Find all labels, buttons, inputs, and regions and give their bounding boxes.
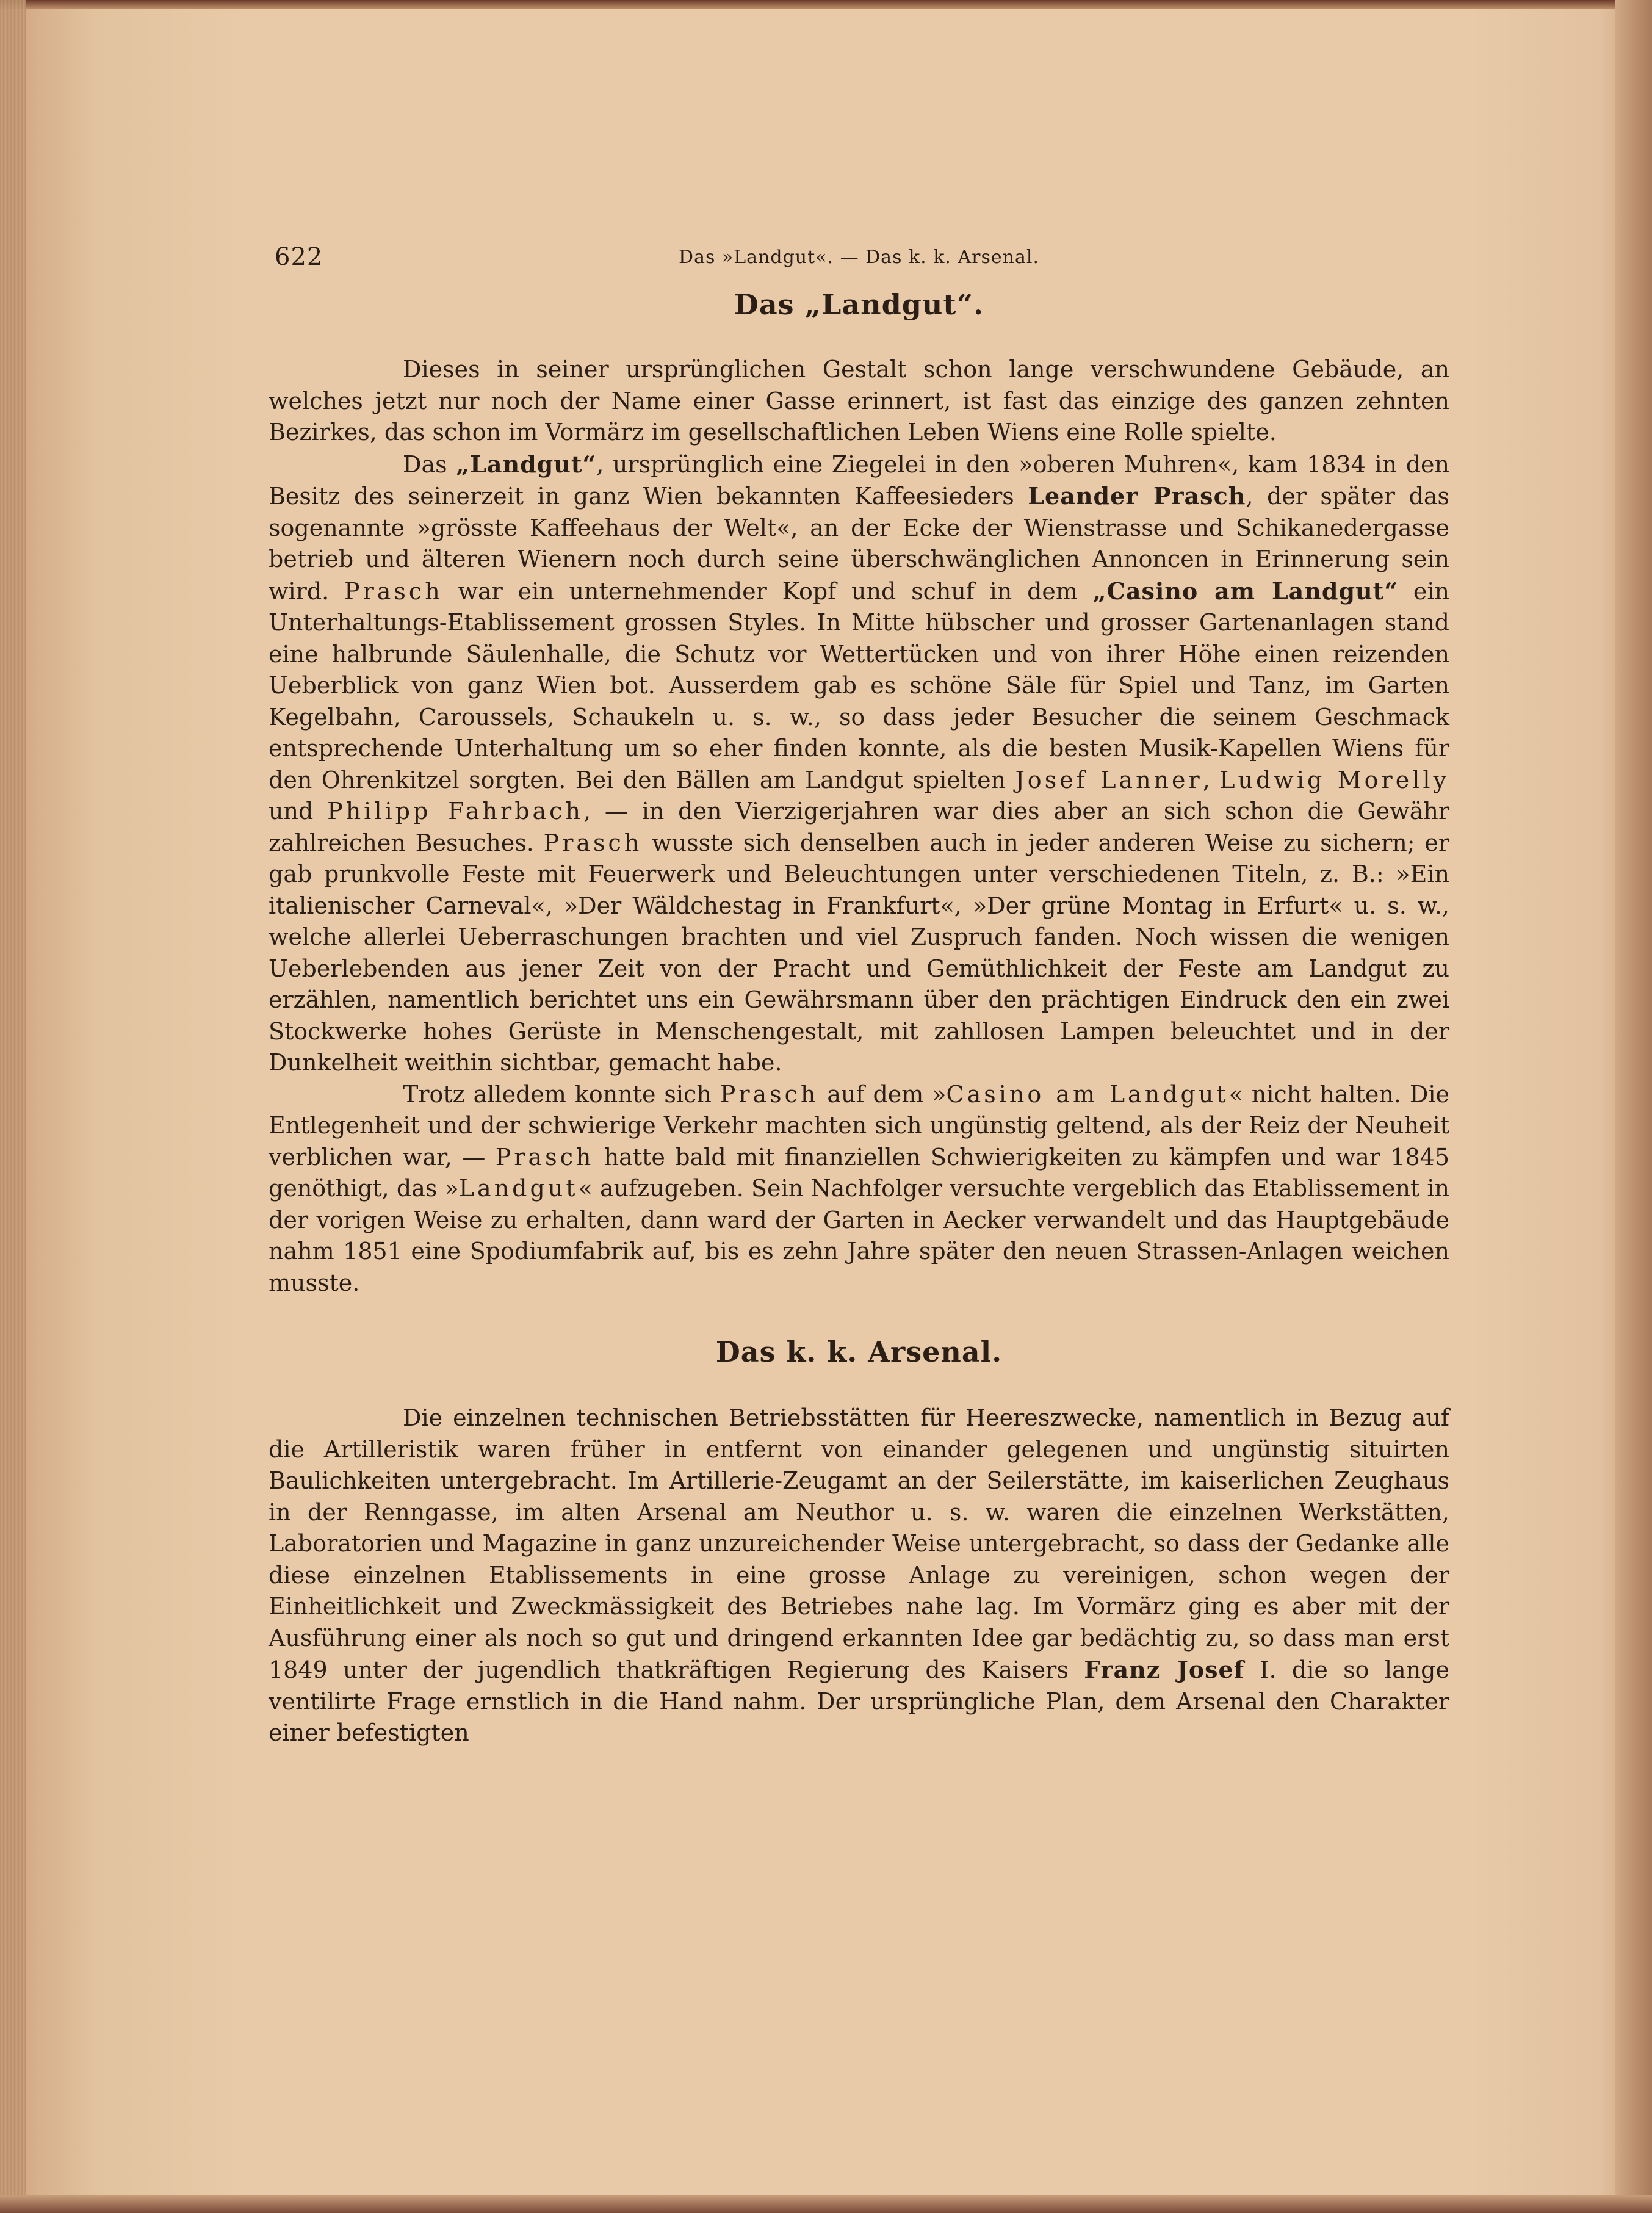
text-run: Trotz alledem konnte sich bbox=[403, 1080, 720, 1108]
text-run: Die einzelnen technischen Betriebsstätten für Heereszwecke, namentlich in Bezug auf die Artilleristik waren früher in entfernt von einander gelegenen und ungünstig situirten Baulichkeiten untergebracht. Im Artillerie-Zeugamt an der Seilerstätte, im kaiserlichen Zeughaus in der Renngasse, im alten Arsenal am Neuthor u. s. w. waren die einzelnen Werkstätten, Laboratorien und Magazine in ganz unzureichender Weise untergebracht, so dass der Gedanke alle diese einzelnen Etablissements in eine grosse Anlage zu vereinigen, schon wegen der Einheitlichkeit und Zweckmässigkeit des Betriebes nahe lag. Im Vormärz ging es aber mit der Ausführung einer als noch so gut und dringend erkannten Idee gar bedächtig zu, so dass man erst 1849 unter der jugendlich thatkräftigen Regierung des Kaisers bbox=[269, 1404, 1449, 1683]
text-run: auf dem » bbox=[818, 1080, 947, 1108]
paragraph: Dieses in seiner ursprünglichen Gestalt schon lange verschwundene Gebäude, an welches jetzt nur noch der Name einer Gasse erinnert, ist fast das einzige des ganzen zehnten Bezirkes, das schon im Vormärz im gesellschaftlichen Leben Wiens eine Rolle spielte. bbox=[269, 356, 1449, 446]
text-run: hatte bald mit finanziellen Schwierigkeiten zu kämpfen und war 1845 genöthigt, das » bbox=[269, 1143, 1449, 1202]
spaced-name: Prasch bbox=[495, 1143, 594, 1171]
spaced-name: Philipp Fahrbach bbox=[327, 798, 583, 825]
text-run: , — in den Vierzigerjahren war dies aber an sich schon die Gewähr zahlreichen Besuches. bbox=[269, 798, 1449, 856]
text-run: « nicht halten. Die Entlegenheit und der schwierige Verkehr machten sich ungünstig geltend, als der Reiz der Neuheit verblichen war, — bbox=[269, 1080, 1449, 1171]
text-run: ein Unterhaltungs-Etablissement grossen Styles. In Mitte hübscher und grosser Gartenanlagen stand eine halbrunde Säulenhalle, die Schutz vor Wettertücken und von ihrer Höhe einen reizenden Ueberblick von ganz Wien bot. Ausserdem gab es schöne Säle für Spiel und Tanz, im Garten Kegelbahn, Caroussels, Schaukeln u. s. w., so dass jeder Besucher die seinem Geschmack entsprechende Unterhaltung um so eher finden konnte, als die besten Musik-Kapellen Wiens für den Ohrenkitzel sorgten. Bei den Bällen am Landgut spielten bbox=[269, 577, 1450, 793]
section-title-landgut: Das „Landgut“. bbox=[734, 288, 984, 321]
running-title: Das »Landgut«. — Das k. k. Arsenal. bbox=[679, 247, 1039, 268]
spaced-name: Prasch bbox=[543, 829, 643, 856]
text-run: und bbox=[269, 798, 328, 825]
fraktur-name: Franz Josef bbox=[1084, 1656, 1245, 1683]
fraktur-name: „Landgut“ bbox=[456, 450, 597, 478]
paragraph bbox=[269, 449, 1449, 1079]
text-run: , bbox=[1202, 766, 1220, 793]
spaced-name: Landgut bbox=[458, 1175, 579, 1202]
page-top-edge bbox=[0, 0, 1652, 9]
fraktur-name: Leander Prasch bbox=[1028, 482, 1246, 510]
text-run: , ursprünglich eine Ziegelei in den »oberen Muhren«, kam 1834 in den Besitz des seinerzeit in ganz Wien bekannten Kaffeesieders bbox=[269, 450, 1449, 510]
text-run: wusste sich denselben auch in jeder anderen Weise zu sichern; er gab prunkvolle Feste mit Feuerwerk und Beleuchtungen unter verschiedenen Titeln, z. B.: »Ein italienischer Carneval«, »Der Wäldchestag in Frankfurt«, »Der grüne Montag in Erfurt« u. s. w., welche allerlei Ueberraschungen brachten und viel Zuspruch fanden. Noch wissen die wenigen Ueberlebenden aus jener Zeit von der Pracht und Gemüthlichkeit der Feste am Landgut zu erzählen, namentlich berichtet uns ein Gewährsmann über den prächtigen Eindruck den ein zwei Stockwerke hohes Gerüste in Menschengestalt, mit zahllosen Lampen beleuchtet und in der Dunkelheit weithin sichtbar, gemacht habe. bbox=[269, 829, 1449, 1076]
paragraph bbox=[269, 1079, 1449, 1299]
text-run: « aufzugeben. Sein Nachfolger versuchte vergeblich das Etablissement in der vorigen Weise zu erhalten, dann ward der Garten in Aecker verwandelt und das Hauptgebäude nahm 1851 eine Spodiumfabrik auf, bis es zehn Jahre später den neuen Strassen-Anlagen weichen musste. bbox=[269, 1175, 1449, 1296]
text-run: Das bbox=[403, 450, 456, 478]
spaced-name: Ludwig Morelly bbox=[1219, 766, 1449, 793]
text-run: I. die so lange ventilirte Frage ernstlich in die Hand nahm. Der ursprüngliche Plan, dem Arsenal den Charakter einer befestigten bbox=[269, 1656, 1449, 1746]
text-run: , der später das sogenannte »grösste Kaffeehaus der Welt«, an der Ecke der Wienstrasse und Schikanedergasse betrieb und älteren Wienern noch durch seine überschwänglichen Annoncen in Erinnerung sein wird. bbox=[269, 483, 1449, 605]
fraktur-name: „Casino am Landgut“ bbox=[1092, 577, 1399, 605]
running-head bbox=[269, 232, 1449, 275]
text-block bbox=[269, 232, 1449, 1749]
spaced-name: Prasch bbox=[344, 577, 443, 605]
paragraph bbox=[269, 1403, 1449, 1749]
text-run: war ein unternehmender Kopf und schuf in dem bbox=[442, 577, 1093, 605]
page-number: 622 bbox=[275, 243, 323, 271]
page-bottom-edge bbox=[0, 2195, 1652, 2213]
page-right-edge bbox=[1615, 0, 1652, 2213]
spaced-name: Prasch bbox=[720, 1080, 819, 1108]
section-title-arsenal: Das k. k. Arsenal. bbox=[715, 1335, 1003, 1368]
spaced-name: Josef Lanner bbox=[1015, 766, 1203, 793]
page-left-edge bbox=[0, 0, 26, 2213]
spaced-name: Casino am Landgut bbox=[946, 1080, 1229, 1108]
